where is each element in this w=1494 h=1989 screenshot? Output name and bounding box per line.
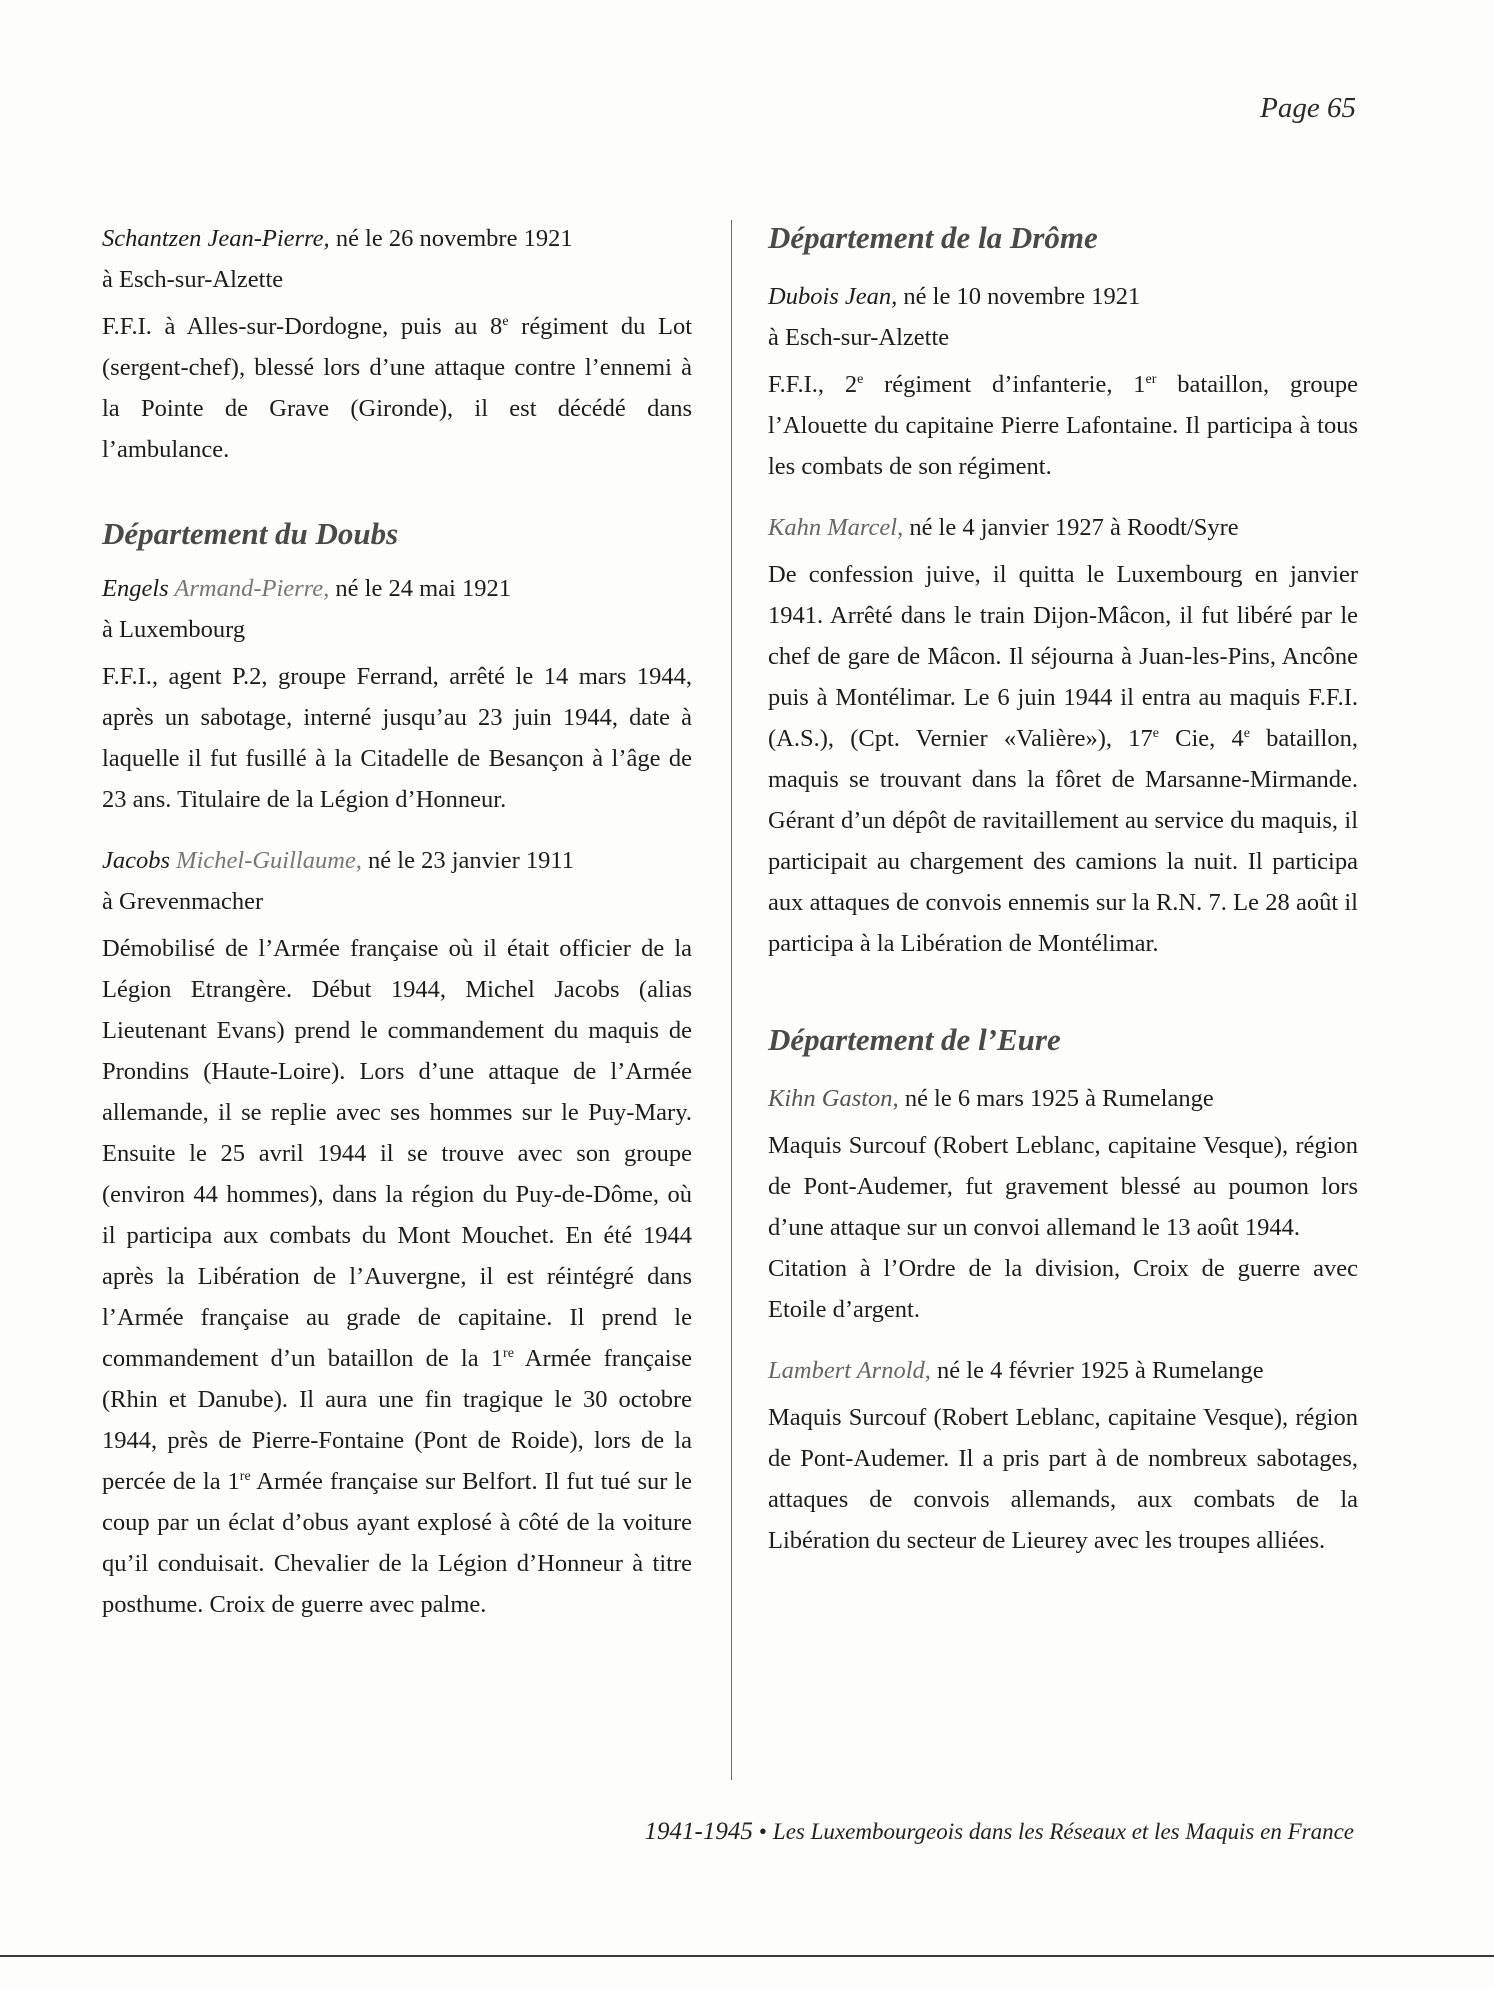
person-name: Kihn Gaston, bbox=[768, 1085, 899, 1112]
entry-engels bbox=[102, 568, 692, 820]
entry-text: De confession juive, il quitta le Luxembourg en janvier 1941. Arrêté dans le train Dijon-Mâcon, il fut libéré par le chef de gare de Mâcon. Il séjourna à Juan-les-Pins, Ancône puis à Montélimar. Le 6 juin 1944 il entra au maquis F.F.I. (A.S.), (Cpt. Vernier «Valière»), 17e Cie, 4e bataillon, maquis se trouvant dans la fôret de Marsanne-Mirmande. Gérant d’un dépôt de ravitaillement au service du maquis, il participait au chargement des camions la nuit. Il participa aux attaques de convois ennemis sur la R.N. 7. Le 28 août il participa à la Libération de Montélimar. bbox=[768, 561, 1358, 957]
entry-text-2: Citation à l’Ordre de la division, Croix de guerre avec Etoile d’argent. bbox=[768, 1255, 1358, 1323]
birth-info: né le 23 janvier 1911 bbox=[368, 847, 574, 874]
person-name: Kahn Marcel, bbox=[768, 514, 904, 541]
footer-years: 1941-1945 bbox=[644, 1818, 753, 1845]
column-divider bbox=[731, 220, 732, 1780]
section-heading-doubs: Département du Doubs bbox=[102, 516, 399, 551]
entry-text: F.F.I., 2e régiment d’infanterie, 1er bataillon, groupe l’Alouette du capitaine Pierre Lafontaine. Il participa à tous les combats de son régiment. bbox=[768, 371, 1358, 480]
running-footer bbox=[645, 1818, 1354, 1846]
left-column bbox=[102, 218, 692, 1645]
section-heading-drome: Département de la Drôme bbox=[768, 220, 1098, 255]
birth-info: né le 4 janvier 1927 à Roodt/Syre bbox=[909, 514, 1239, 541]
birth-info: né le 6 mars 1925 à Rumelange bbox=[904, 1085, 1214, 1112]
entry-schantzen bbox=[102, 218, 692, 470]
entry-header bbox=[102, 840, 692, 922]
birth-info: né le 10 novembre 1921 bbox=[903, 283, 1141, 310]
entry-kihn bbox=[768, 1078, 1358, 1330]
person-name: Dubois Jean, bbox=[768, 283, 898, 310]
scan-edge-line bbox=[0, 1955, 1494, 1957]
birth-place: à Esch-sur-Alzette bbox=[768, 324, 950, 351]
footer-title: Les Luxembourgeois dans les Réseaux et les Maquis en France bbox=[772, 1819, 1354, 1844]
entry-text: Maquis Surcouf (Robert Leblanc, capitaine Vesque), région de Pont-Audemer, fut gravement blessé au poumon lors d’une attaque sur un convoi allemand le 13 août 1944. bbox=[768, 1132, 1358, 1241]
person-name: Lambert Arnold, bbox=[768, 1357, 931, 1384]
entry-header bbox=[768, 507, 1358, 548]
right-column bbox=[768, 218, 1358, 1581]
birth-info: né le 24 mai 1921 bbox=[335, 575, 511, 602]
entry-header bbox=[768, 276, 1358, 358]
section-heading-eure: Département de l’Eure bbox=[768, 1022, 1061, 1057]
entry-dubois bbox=[768, 276, 1358, 487]
entry-text: Maquis Surcouf (Robert Leblanc, capitaine Vesque), région de Pont-Audemer. Il a pris part à de nombreux sabotages, attaques de convois allemands, aux combats de la Libération du secteur de Lieurey avec les troupes alliées. bbox=[768, 1404, 1358, 1554]
entry-kahn bbox=[768, 507, 1358, 964]
birth-info: né le 26 novembre 1921 bbox=[335, 225, 573, 252]
entry-text: F.F.I., agent P.2, groupe Ferrand, arrêté le 14 mars 1944, après un sabotage, interné jusqu’au 23 juin 1944, date à laquelle il fut fusillé à la Citadelle de Besançon à l’âge de 23 ans. Titulaire de la Légion d’Honneur. bbox=[102, 663, 692, 813]
birth-place: à Esch-sur-Alzette bbox=[102, 266, 284, 293]
entry-lambert bbox=[768, 1350, 1358, 1561]
page-number: Page 65 bbox=[1260, 92, 1356, 124]
person-name: Schantzen Jean-Pierre, bbox=[102, 225, 330, 252]
entry-header bbox=[102, 568, 692, 650]
birth-place: à Luxembourg bbox=[102, 616, 246, 643]
birth-info: né le 4 février 1925 à Rumelange bbox=[937, 1357, 1264, 1384]
entry-header bbox=[768, 1078, 1358, 1119]
entry-text: Démobilisé de l’Armée française où il était officier de la Légion Etrangère. Début 1944, Michel Jacobs (alias Lieutenant Evans) prend le commandement du maquis de Prondins (Haute-Loire). Lors d’une attaque de l’Armée allemande, il se replie avec ses hommes sur le Puy-Mary. Ensuite le 25 avril 1944 il se trouve avec son groupe (environ 44 hommes), dans la région du Puy-de-Dôme, où il participa aux combats du Mont Mouchet. En été 1944 après la Libération de l’Auvergne, il est réintégré dans l’Armée française au grade de capitaine. Il prend le commandement d’un bataillon de la 1re Armée française (Rhin et Danube). Il aura une fin tragique le 30 octobre 1944, près de Pierre-Fontaine (Pont de Roide), lors de la percée de la 1re Armée française sur Belfort. Il fut tué sur le coup par un éclat d’obus ayant explosé à côté de la voiture qu’il conduisait. Chevalier de la Légion d’Honneur à titre posthume. Croix de guerre avec palme. bbox=[102, 935, 692, 1618]
entry-text: F.F.I. à Alles-sur-Dordogne, puis au 8e régiment du Lot (sergent-chef), blessé lors d’une attaque contre l’ennemi à la Pointe de Grave (Gironde), il est décédé dans l’ambulance. bbox=[102, 313, 693, 463]
footer-separator: • bbox=[758, 1819, 767, 1844]
entry-jacobs bbox=[102, 840, 692, 1625]
person-name: Engels Armand-Pierre, bbox=[102, 575, 330, 602]
entry-header bbox=[102, 218, 692, 300]
entry-header bbox=[768, 1350, 1358, 1391]
person-name: Jacobs Michel-Guillaume, bbox=[102, 847, 362, 874]
birth-place: à Grevenmacher bbox=[102, 888, 264, 915]
